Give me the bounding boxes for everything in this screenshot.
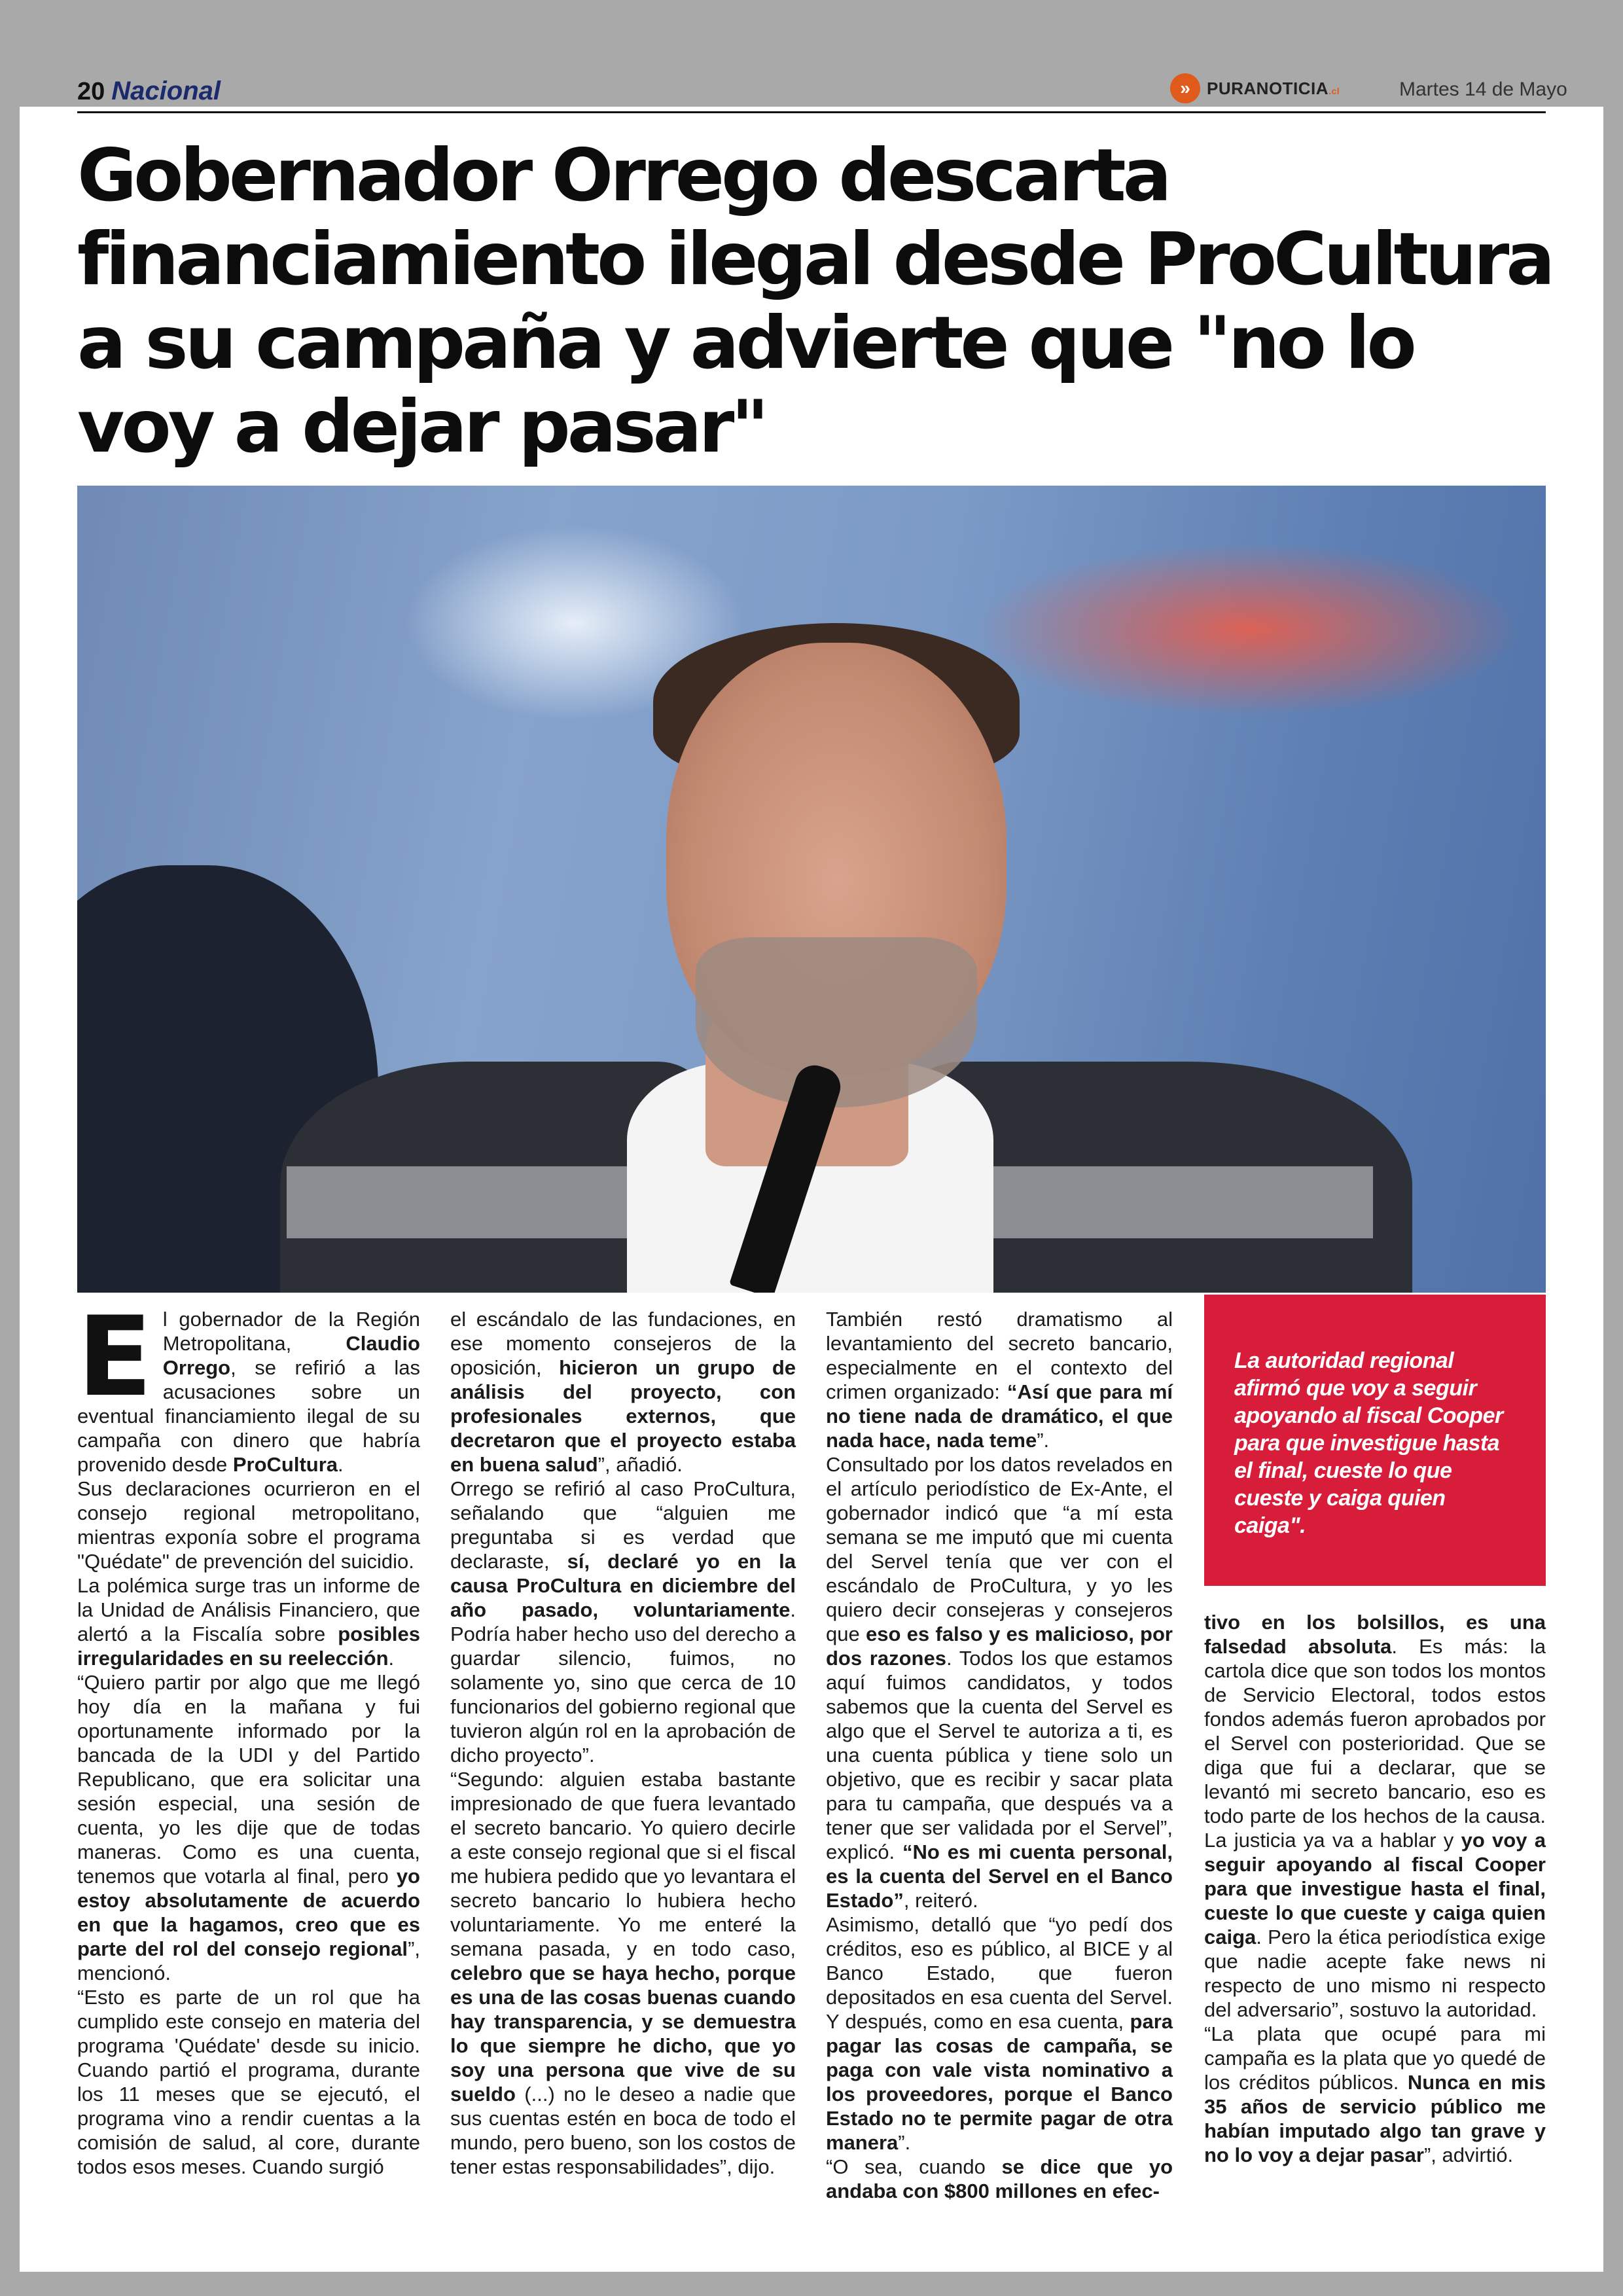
paragraph: Orrego se refirió al caso ProCultura, señalando que “alguien me preguntaba si es verdad que declaraste, sí, declaré yo en la causa ProCultura en diciembre del año pasado, voluntariamente. Podría haber hecho uso del derecho a guardar silencio, fuimos, no solamente yo, sino que cerca de 10 funcionarios del gobierno regional que tuvieron algún rol en la aprobación de dicho proyecto”. (450, 1477, 796, 1767)
paragraph: También restó dramatismo al levantamiento del secreto bancario, especialmente en el contexto del crimen organizado: “Así que para mí no tiene nada de dramático, el que nada hace, nada teme”. (826, 1308, 1173, 1452)
paragraph: La polémica surge tras un informe de la Unidad de Análisis Financiero, que alertó a la Fiscalía sobre posibles irregularidades en su reelección. (77, 1574, 420, 1670)
paragraph: “Quiero partir por algo que me llegó hoy día en la mañana y fui oportunamente informado por la bancada de la UDI y del Partido Republicano, que era solicitar una sesión especial, una sesión de cuenta, yo les dije que de todas maneras. Como es una cuenta, tenemos que votarla al final, pero yo estoy absolutamente de acuerdo en que la hagamos, creo que es parte del rol del consejo regional”, mencionó. (77, 1671, 420, 1984)
issue-date: Martes 14 de Mayo (1399, 79, 1567, 100)
page-folio (77, 77, 221, 106)
paragraph: Sus declaraciones ocurrieron en el consejo regional metropolitano, mientras exponía sobre el programa "Quédate" de prevención del suicidio. (77, 1477, 420, 1573)
drop-cap: E (77, 1293, 152, 1421)
article-column-3 (826, 1307, 1173, 2203)
brand-logo (1170, 73, 1340, 103)
article-column-2 (450, 1307, 796, 2179)
article-headline: Gobernador Orrego descarta financiamiento ilegal desde ProCultura a su campaña y advierte que "no lo voy a dejar pasar" (77, 134, 1552, 469)
paragraph: “Segundo: alguien estaba bastante impresionado de que fuera levantado el secreto bancario. Yo quiero decirle a este consejo regional que si el fiscal me hubiera pedido que yo levantara el secreto bancario lo hubiera hecho voluntariamente. Yo me enteré la semana pasada, y en todo caso, celebro que se haya hecho, porque es una de las cosas buenas cuando hay transparencia, y se demuestra lo que siempre he dicho, que yo soy una persona que vive de su sueldo (...) no le deseo a nadie que sus cuentas estén en boca de todo el mundo, pero bueno, son los costos de tener estas responsabilidades”, dijo. (450, 1768, 796, 2178)
brand-name: PURANOTICIA (1207, 78, 1329, 98)
paragraph: El gobernador de la Región Metropolitana, Claudio Orrego, se refirió a las acusaciones sobre un eventual financiamiento ilegal de su campaña con dinero que habría provenido desde ProCultura. (77, 1293, 420, 1476)
pull-quote: La autoridad regional afirmó que voy a seguir apoyando al fiscal Cooper para que investigue hasta el final, cueste lo que cueste y caiga quien caiga". (1204, 1295, 1546, 1586)
header-rule (77, 111, 1546, 113)
section-name: Nacional (111, 77, 221, 105)
paragraph: Consultado por los datos revelados en el artículo periodístico de Ex-Ante, el gobernador indicó que “a mí esta semana se me imputó que mi cuenta del Servel tenía que ver con el escándalo de ProCultura, y yo les quiero decir consejeras y consejeros que eso es falso y es malicioso, por dos razones. Todos los que estamos aquí fuimos candidatos, y todos sabemos que la cuenta del Servel es algo que el Servel te autoriza a ti, es una cuenta pública y tiene solo un objetivo, que es recibir y sacar plata para tu campaña, que después va a tener que ser validada por el Servel”, explicó. “No es mi cuenta personal, es la cuenta del Servel en el Banco Estado”, reiteró. (826, 1453, 1173, 1912)
paragraph: el escándalo de las fundaciones, en ese momento consejeros de la oposición, hicieron un grupo de análisis del proyecto, con profesionales externos, que decretaron que el proyecto estaba en buena salud”, añadió. (450, 1308, 796, 1476)
paragraph: “Esto es parte de un rol que ha cumplido este consejo en materia del programa 'Quédate' desde su inicio. Cuando partió el programa, durante los 11 meses que se ejecutó, el programa vino a rendir cuentas a la comisión de salud, al core, durante todos esos meses. Cuando surgió (77, 1986, 420, 2178)
paragraph: tivo en los bolsillos, es una falsedad absoluta. Es más: la cartola dice que son todos los montos de Servicio Electoral, todos estos fondos además fueron aprobados por el Servel con posterioridad. Que se diga que fui a declarar, que se levantó mi secreto bancario, eso es todo parte de los hechos de la causa. La justicia ya va a hablar y yo voy a seguir apoyando al fiscal Cooper para que investigue hasta el final, cueste lo que cueste y caiga quien caiga. Pero la ética periodística exige que nadie acepte fake news ni respecto de uno mismo ni respecto del adversario”, sostuvo la autoridad. (1204, 1611, 1546, 2021)
page-number: 20 (77, 78, 105, 105)
play-arrows-icon: » (1170, 73, 1200, 103)
article-photo (77, 486, 1546, 1293)
paragraph: Asimismo, detalló que “yo pedí dos créditos, eso es público, al BICE y al Banco Estado, que fueron depositados en esa cuenta del Servel. Y después, como en esa cuenta, para pagar las cosas de campaña, se paga con vale vista nominativo a los proveedores, porque el Banco Estado no te permite pagar de otra manera”. (826, 1913, 1173, 2154)
paragraph: “La plata que ocupé para mi campaña es la plata que yo quedé de los créditos públicos. Nunca en mis 35 años de servicio público me habían imputado algo tan grave y no lo voy a dejar pasar”, advirtió. (1204, 2022, 1546, 2166)
article-column-1 (77, 1293, 420, 2179)
brand-suffix: .cl (1329, 85, 1340, 96)
paragraph: “O sea, cuando se dice que yo andaba con $800 millones en efec- (826, 2155, 1173, 2202)
article-column-4 (1204, 1610, 1546, 2167)
